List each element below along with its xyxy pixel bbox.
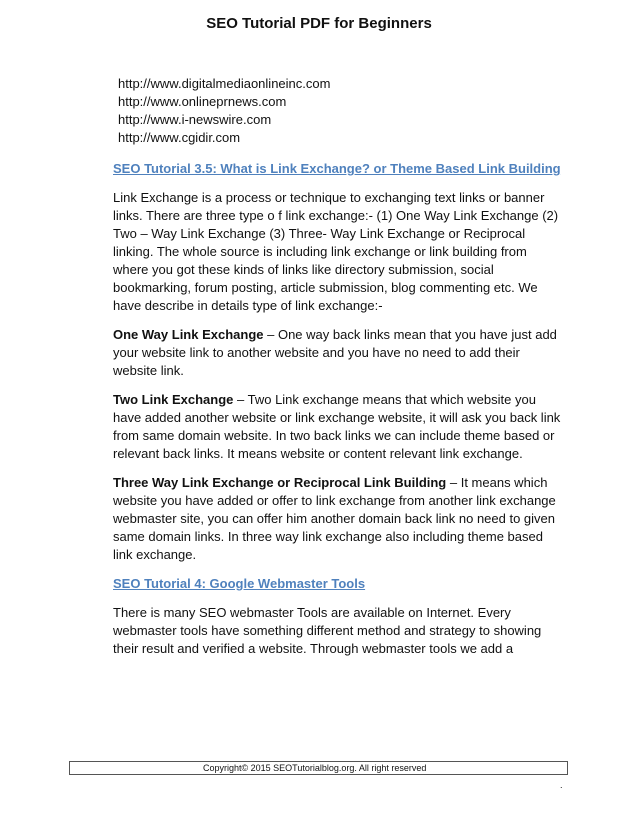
three-way-paragraph bbox=[113, 474, 563, 564]
footer bbox=[69, 761, 568, 775]
url-item: http://www.digitalmediaonlineinc.com bbox=[118, 76, 331, 91]
three-way-text: – It means which website you have added or offer to link exchange from another link exchange webmaster site, you can offer him another domain back link no need to given same domain links. In three way link exchange also including theme based link exchange. bbox=[113, 475, 556, 562]
one-way-term: One Way Link Exchange bbox=[113, 327, 264, 342]
document-body bbox=[113, 160, 563, 669]
two-way-paragraph bbox=[113, 391, 563, 463]
copyright-text: Copyright© 2015 SEOTutorialblog.org. All right reserved bbox=[203, 763, 427, 773]
url-list bbox=[118, 75, 330, 147]
url-item: http://www.onlineprnews.com bbox=[118, 94, 287, 109]
three-way-term: Three Way Link Exchange or Reciprocal Link Building bbox=[113, 475, 447, 490]
url-item: http://www.cgidir.com bbox=[118, 130, 241, 145]
link-exchange-intro: Link Exchange is a process or technique to exchanging text links or banner links. There are three type o f link exchange:- (1) One Way Link Exchange (2) Two – Way Link Exchange (3) Three- Way Link Exchange or Reciprocal linking. The whole source is including link exchange or link building from where you got these kinds of links like directory submission, social bookmarking, forum posting, article submission, blog commenting etc. We have describe in details type of link exchange:- bbox=[113, 190, 559, 313]
one-way-text: – One way back links mean that you have just add your website link to another website and you have no need to add their website link. bbox=[113, 327, 557, 378]
page-title: SEO Tutorial PDF for Beginners bbox=[206, 15, 432, 32]
one-way-paragraph bbox=[113, 326, 563, 380]
section-4-heading-link[interactable]: SEO Tutorial 4: Google Webmaster Tools bbox=[113, 576, 366, 591]
url-item: http://www.i-newswire.com bbox=[118, 112, 272, 127]
two-way-term: Two Link Exchange bbox=[113, 392, 234, 407]
footer-dot: . bbox=[560, 780, 563, 790]
section-3-5-heading-link[interactable]: SEO Tutorial 3.5: What is Link Exchange? or Theme Based Link Building bbox=[113, 161, 561, 176]
webmaster-tools-intro: There is many SEO webmaster Tools are available on Internet. Every webmaster tools have something different method and strategy to showing their result and verified a website. Through webmaster tools we add a bbox=[113, 605, 542, 656]
two-way-text: – Two Link exchange means that which website you have added another website or link exchange website, it will ask you back link from same domain website. In two back links we can include theme based or relevant back links. It means website or content relevant link exchange. bbox=[113, 392, 561, 461]
